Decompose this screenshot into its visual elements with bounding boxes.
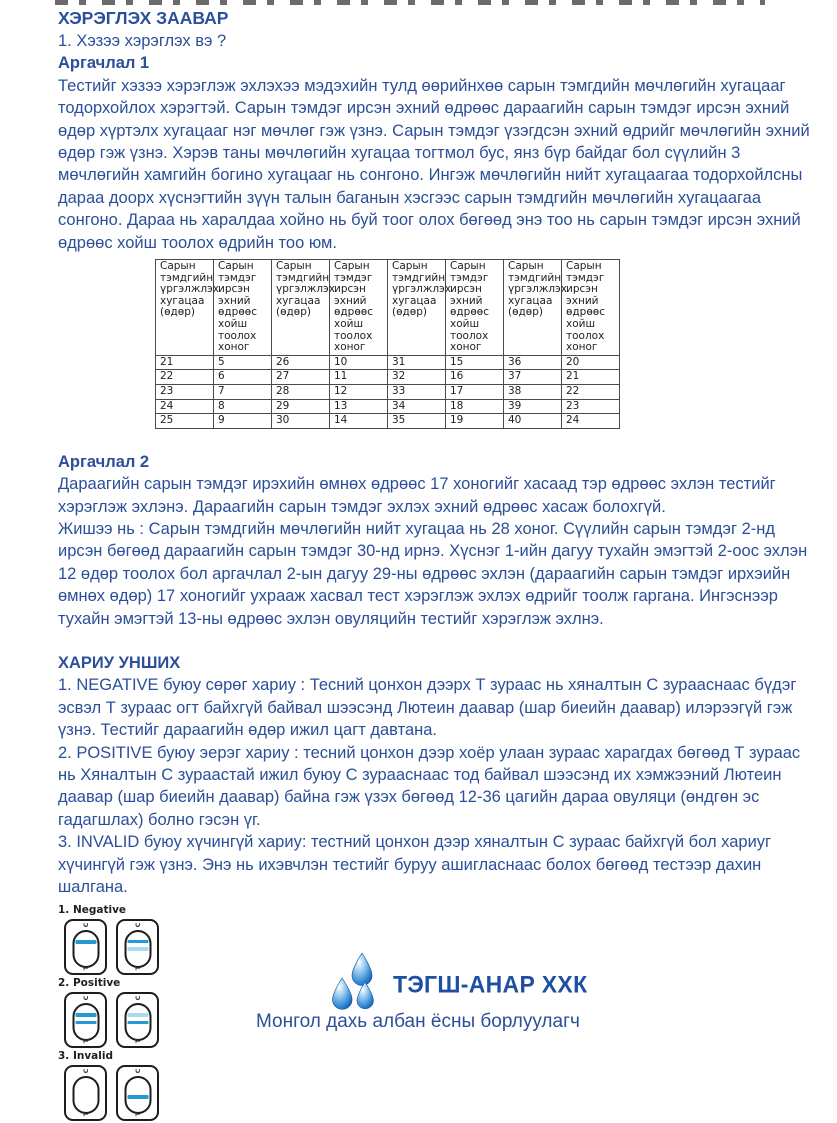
table-cell: 5 bbox=[214, 355, 272, 370]
cassette-t-label: T bbox=[133, 1111, 142, 1117]
test-cassette bbox=[116, 992, 159, 1048]
test-cassette bbox=[116, 919, 159, 975]
table-cell: 35 bbox=[388, 414, 446, 429]
method2-para1: Дараагийн сарын тэмдэг ирэхийн өмнөх өдрөөс 17 хоногийг хасаад тэр өдрөөс эхлэн тестийг хэрэглэж эхлэнэ. Дараагийн сарын тэмдэг эхлэх эхний өдрөөс хасаж болохгүй. bbox=[58, 475, 776, 516]
table-header-cell: Сарын тэмдэг ирсэн эхний өдрөөс хойш тоолох хоног bbox=[446, 260, 504, 356]
table-cell: 7 bbox=[214, 385, 272, 400]
cassette-c-label: C bbox=[133, 1068, 142, 1074]
test-line-dark bbox=[127, 1095, 148, 1099]
cassette-window bbox=[72, 1003, 99, 1044]
question-when: 1. Хэзээ хэрэглэх вэ ? bbox=[58, 32, 227, 50]
table-cell: 21 bbox=[562, 370, 620, 385]
test-cassette bbox=[116, 1065, 159, 1121]
cassette-t-label: T bbox=[81, 1038, 90, 1044]
table-cell: 14 bbox=[330, 414, 388, 429]
method2-heading: Аргачлал 2 bbox=[58, 452, 150, 471]
test-cassette bbox=[64, 1065, 107, 1121]
cassette-t-label: T bbox=[81, 1111, 90, 1117]
table-cell: 28 bbox=[272, 385, 330, 400]
table-row bbox=[156, 385, 620, 400]
table-header-cell: Сарын тэмдгийн үргэлжлэх хугацаа (өдөр) bbox=[388, 260, 446, 356]
test-cassette bbox=[64, 992, 107, 1048]
company-logo bbox=[328, 951, 587, 1018]
cassette-c-label: C bbox=[81, 922, 90, 928]
table-cell: 10 bbox=[330, 355, 388, 370]
table-cell: 22 bbox=[156, 370, 214, 385]
table-cell: 23 bbox=[156, 385, 214, 400]
page-title: ХЭРЭГЛЭХ ЗААВАР bbox=[58, 8, 229, 28]
cycle-table bbox=[155, 259, 620, 429]
table-cell: 29 bbox=[272, 399, 330, 414]
table-header-cell: Сарын тэмдгийн үргэлжлэх хугацаа (өдөр) bbox=[156, 260, 214, 356]
result-item-invalid: 3. INVALID буюу хүчингүй хариу: тестний цонхон дээр хяналтын С зураас байхгүй бол хариуг хүчингүй гэж үзнэ. Энэ нь ихэвчлэн тестийг буруу ашигласнаас болох бөгөөд тестээр дахин шалгана. bbox=[58, 833, 772, 897]
table-cell: 26 bbox=[272, 355, 330, 370]
table-cell: 22 bbox=[562, 385, 620, 400]
table-row bbox=[156, 355, 620, 370]
table-cell: 37 bbox=[504, 370, 562, 385]
table-header-cell: Сарын тэмдэг ирсэн эхний өдрөөс хойш тоолох хоног bbox=[562, 260, 620, 356]
cassette-window bbox=[124, 930, 151, 971]
table-cell: 40 bbox=[504, 414, 562, 429]
table-cell: 23 bbox=[562, 399, 620, 414]
figure-label: 3. Invalid bbox=[58, 1049, 113, 1062]
table-cell: 21 bbox=[156, 355, 214, 370]
test-line-dark bbox=[75, 1013, 96, 1017]
test-line-light bbox=[127, 947, 148, 951]
table-cell: 24 bbox=[562, 414, 620, 429]
table-cell: 24 bbox=[156, 399, 214, 414]
table-cell: 27 bbox=[272, 370, 330, 385]
method1-heading: Аргачлал 1 bbox=[58, 54, 150, 73]
cassette-c-label: C bbox=[133, 922, 142, 928]
table-header-cell: Сарын тэмдэг ирсэн эхний өдрөөс хойш тоолох хоног bbox=[330, 260, 388, 356]
table-cell: 17 bbox=[446, 385, 504, 400]
table-cell: 15 bbox=[446, 355, 504, 370]
figure-group bbox=[55, 1050, 812, 1121]
table-cell: 33 bbox=[388, 385, 446, 400]
cassette-window bbox=[72, 930, 99, 971]
table-cell: 19 bbox=[446, 414, 504, 429]
method1-body: Тестийг хэзээ хэрэглэж эхлэхээ мэдэхийн тулд өөрийнхөө сарын тэмгдийн мөчлөгийн хугацааг тодорхойлох хэрэгтэй. Сарын тэмдэг ирсэн эхний өдрөөс дараагийн сарын тэмдэг ирсэн эхний өдөр хүртэлх хугацааг нэг мөчлөг гэж үзнэ. Сарын тэмдэг үзэгдсэн эхний өдрийг мөчлөгийн эхний өдөр гэж үзнэ. Хэрэв таны мөчлөгийн хугацаа тогтмол бус, янз бүр байдаг бол сүүлийн 3 мөчлөгийн хамгийн богино хугацааг нь сонгоно. Ингэж мөчлөгийн нийт хугацаагаа тодорхойлсны дараа доорх хүснэгтийн зүүн талын баганын хэсгээс сарын тэмдгийн мөчлөгийн хугацаагаа сонгоно. Дараа нь харалдаа хойно нь буй тоог олох бөгөөд энэ тоо нь сарын тэмдэг ирсэн эхний өдрөөс хойш тоолох өдрийн тоо юм. bbox=[58, 76, 810, 252]
table-cell: 18 bbox=[446, 399, 504, 414]
cassette-c-label: C bbox=[133, 995, 142, 1001]
table-cell: 6 bbox=[214, 370, 272, 385]
cassette-window bbox=[72, 1076, 99, 1117]
table-row bbox=[156, 399, 620, 414]
test-line-dark bbox=[75, 1021, 96, 1025]
result-item-positive: 2. POSITIVE буюу эерэг хариу : тесний цонхон дээр хоёр улаан зураас харагдах бөгөөд Т зураас нь Хяналтын С зураастай ижил буюу С зурааснаас тод байвал шээсэнд их хэмжээний Лютеин даавар (шар биеийн даавар) байна гэж үзэх бөгөөд 12-36 цагийн дараа овуляци (өндгөн эс гадагшлах) болно гэсэн үг. bbox=[58, 743, 801, 829]
table-cell: 39 bbox=[504, 399, 562, 414]
table-cell: 16 bbox=[446, 370, 504, 385]
table-header-cell: Сарын тэмдгийн үргэлжлэх хугацаа (өдөр) bbox=[272, 260, 330, 356]
table-cell: 12 bbox=[330, 385, 388, 400]
cassette-t-label: T bbox=[133, 965, 142, 971]
result-item-negative: 1. NEGATIVE буюу сөрөг хариу : Тесний цонхон дээрх Т зураас нь хяналтын С зурааснаас бүдэг эсвэл Т зураас огт байхгүй байвал шээсэнд Лютеин даавар (шар биеийн даавар) илэрээгүй гэж үзнэ. Тестийг дараагийн өдөр ижил цагт давтана. bbox=[58, 676, 797, 740]
cut-off-text-top bbox=[55, 0, 765, 5]
figure-label: 2. Positive bbox=[58, 976, 121, 989]
test-cassette bbox=[64, 919, 107, 975]
results-heading: ХАРИУ УНШИХ bbox=[58, 654, 181, 673]
test-line-dark bbox=[127, 940, 148, 944]
test-line-dark bbox=[127, 1021, 148, 1025]
cassette-t-label: T bbox=[133, 1038, 142, 1044]
table-cell: 34 bbox=[388, 399, 446, 414]
figure-label: 1. Negative bbox=[58, 903, 127, 916]
test-line-light bbox=[127, 1013, 148, 1017]
cassette-c-label: C bbox=[81, 1068, 90, 1074]
footer-tagline-cutoff: Монгол дахь албан ёсны борлуулагч bbox=[256, 1011, 580, 1032]
test-line-dark bbox=[75, 940, 96, 944]
table-header-cell: Сарын тэмдгийн үргэлжлэх хугацаа (өдөр) bbox=[504, 260, 562, 356]
table-row bbox=[156, 370, 620, 385]
water-drops-icon bbox=[328, 951, 382, 1018]
table-cell: 11 bbox=[330, 370, 388, 385]
cassette-window bbox=[124, 1076, 151, 1117]
cassette-t-label: T bbox=[81, 965, 90, 971]
table-cell: 36 bbox=[504, 355, 562, 370]
method2-para2: Жишээ нь : Сарын тэмдгийн мөчлөгийн нийт хугацаа нь 28 хоног. Сүүлийн сарын тэмдэг 2-нд ирсэн бөгөөд дараагийн сарын тэмдэг 30-нд ирнэ. Хүснэг 1-ийн дагуу тухайн эмэгтэй 2-оос эхлэн 12 өдөр тоолох бол аргачлал 2-ын дагуу 29-ны өдрөөс эхлэн (дараагийн сарын тэмдэг ирхэийн өмнөх өдөр) 17 хоногийг ухрааж хасвал тест хэрэглэж эхлэх өдрийг тоолж гаргана. Ингэснээр тухайн эмэгтэй 13-ны өдрөөс эхлэн овуляцийн тестийг хэрэглэж эхлнэ. bbox=[58, 520, 808, 628]
table-cell: 20 bbox=[562, 355, 620, 370]
cassette-c-label: C bbox=[81, 995, 90, 1001]
table-cell: 30 bbox=[272, 414, 330, 429]
cassette-row bbox=[64, 1065, 812, 1121]
table-cell: 13 bbox=[330, 399, 388, 414]
table-cell: 25 bbox=[156, 414, 214, 429]
cassette-window bbox=[124, 1003, 151, 1044]
table-cell: 31 bbox=[388, 355, 446, 370]
company-name: ТЭГШ-АНАР ХХК bbox=[393, 970, 588, 998]
table-header-cell: Сарын тэмдэг ирсэн эхний өдрөөс хойш тоолох хоног bbox=[214, 260, 272, 356]
table-cell: 38 bbox=[504, 385, 562, 400]
table-cell: 9 bbox=[214, 414, 272, 429]
table-row bbox=[156, 414, 620, 429]
table-cell: 8 bbox=[214, 399, 272, 414]
table-cell: 32 bbox=[388, 370, 446, 385]
